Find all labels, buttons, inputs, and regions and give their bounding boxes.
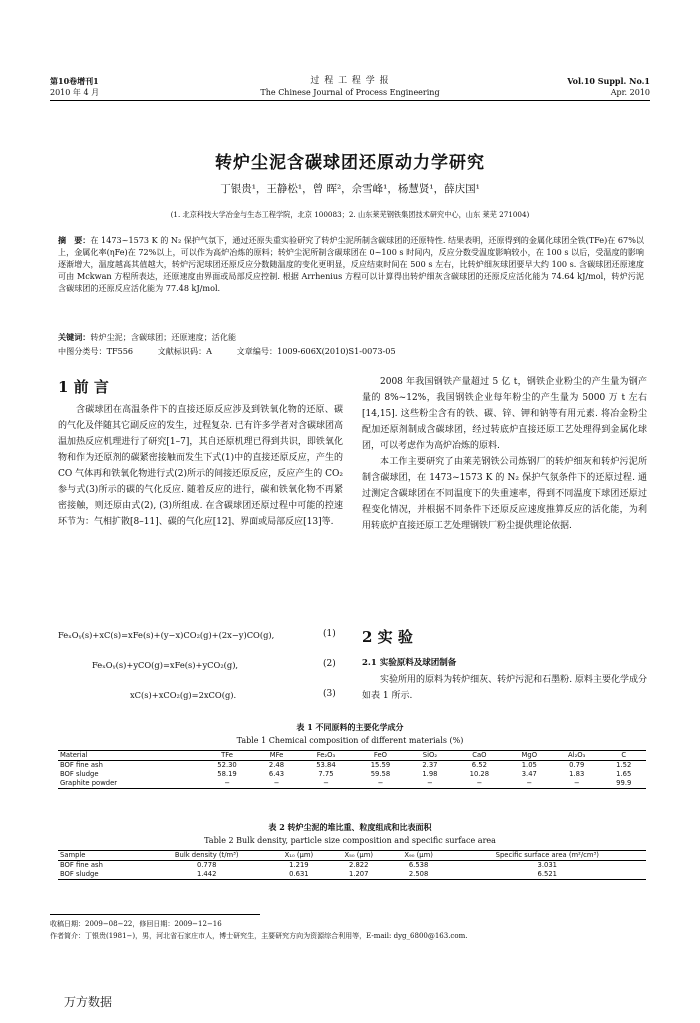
table1-cell: BOF fine ash — [60, 761, 103, 769]
watermark-text: 万方数据 — [64, 995, 113, 1009]
table2-cell: 1.442 — [144, 870, 269, 880]
equation-1: FeₓOᵧ(s)+xC(s)=xFe(s)+(y−x)CO₂(g)+(2x−y)CO(g), — [58, 630, 275, 640]
table2-header-4: X₉₀ (μm) — [389, 851, 449, 861]
abstract — [58, 234, 644, 294]
table-row — [58, 761, 646, 771]
table-row — [58, 870, 646, 880]
table2-cell: 1.219 — [289, 861, 309, 869]
table1-cell: 52.30 — [217, 761, 237, 769]
table2-caption-en: Table 2 Bulk density, particle size composition and specific surface area — [204, 836, 496, 845]
table2-cell: 1.207 — [329, 870, 389, 880]
equation-3: xC(s)+xCO₂(g)=2xCO(g). — [130, 690, 237, 700]
subsection-2-1-heading: 2.1 实验原料及球团制备 — [362, 658, 457, 668]
table1-cell: − — [507, 779, 552, 789]
table2-cell: BOF fine ash — [60, 861, 103, 869]
table2-cell: 6.538 — [408, 861, 429, 869]
table1-cell: − — [552, 779, 602, 789]
table2-cell: BOF sludge — [58, 870, 144, 880]
table1-cell: 15.59 — [370, 761, 391, 769]
right-column-body — [362, 374, 647, 534]
table1-caption-cn: 表 1 不同原料的主要化学成分 — [296, 722, 404, 732]
right-paragraph-1: 2008 年我国钢铁产量超过 5 亿 t，钢铁企业粉尘的产生量为钢产量的 8%~12%，我国钢铁企业每年粉尘的产生量为 5000 万 t 左右[14,15]. 这些粉尘含有的铁、碳、锌、钾和钠等有用元素. 将冶金粉尘配加还原剂制成含碳球团，经过转底炉直接还原工艺处理得到金属化球团，可以考虑作为高炉冶炼的原料. — [362, 377, 647, 451]
right-paragraph-2: 本工作主要研究了由莱芜钢铁公司炼钢厂的转炉细灰和转炉污泥所制含碳球团，在 1473~1573 K 的 N₂ 保护气氛条件下的还原过程. 通过测定含碳球团在不同温度下的失重速率，得到不同温度下球团还原过程变化情况，并根据不同条件下还原反应速度推算反应的活化能，为利用转底炉直接还原工艺处理钢铁厂粉尘提供理论依据. — [362, 457, 647, 531]
table1 — [58, 750, 646, 789]
table1-cell: BOF sludge — [60, 770, 99, 778]
table2-cell: 3.031 — [537, 861, 557, 869]
table1-header-9: C — [602, 751, 647, 761]
table1-cell: 1.83 — [569, 770, 585, 778]
table1-caption-en: Table 1 Chemical composition of different materials (%) — [236, 736, 464, 745]
header-volume: 第10卷增刊1 — [50, 76, 99, 86]
table2-cell: 2.508 — [389, 870, 449, 880]
table1-header-3: Fe₂O₃ — [299, 751, 353, 761]
table2-cell: 6.521 — [449, 870, 646, 880]
document-code: 文献标识码：A — [157, 346, 213, 356]
table1-cell: 53.84 — [316, 761, 336, 769]
header-journal-cn: 过 程 工 程 学 报 — [310, 76, 390, 86]
table1-cell: 6.43 — [268, 770, 285, 778]
table1-cell: − — [408, 779, 452, 789]
table1-cell: Graphite powder — [58, 779, 200, 789]
paper-title: 转炉尘泥含碳球团还原动力学研究 — [215, 153, 485, 173]
table1-cell: − — [200, 779, 254, 789]
table2-header-5: Specific surface area (m²/cm³) — [449, 851, 646, 861]
table1-cell: 99.9 — [602, 779, 647, 789]
table-row — [58, 770, 646, 779]
header-volume-en: Vol.10 Suppl. No.1 — [567, 76, 650, 86]
table2 — [58, 850, 646, 880]
table1-header-8: Al₂O₃ — [552, 751, 602, 761]
footnote-rule — [50, 914, 260, 915]
author-bio: 作者简介：丁银贵(1981−)，男，河北省石家庄市人，博士研究生，主要研究方向为资源综合利用等，E-mail: dyg_6800@163.com. — [50, 932, 468, 940]
table1-cell: 2.37 — [422, 761, 438, 769]
section1-heading: 1 前 言 — [58, 378, 109, 396]
subsection-2-1-body — [362, 672, 647, 704]
table1-cell: 10.28 — [469, 770, 490, 778]
clc-number: 中图分类号：TF556 — [58, 346, 134, 356]
table1-header-2: MFe — [254, 751, 298, 761]
header-date-en: Apr. 2010 — [610, 88, 650, 97]
table1-cell: 1.52 — [616, 761, 632, 769]
table1-cell: 1.05 — [521, 761, 537, 769]
received-dates: 收稿日期：2009−08−22，修回日期：2009−12−16 — [50, 920, 222, 928]
table1-cell: 58.19 — [217, 770, 237, 778]
table1-cell: − — [299, 779, 353, 789]
keywords-label: 关键词： — [58, 332, 91, 342]
table1-cell: 6.52 — [471, 761, 487, 769]
section1-paragraph: 含碳球团在高温条件下的直接还原反应涉及到铁氧化物的还原、碳的气化及伴随其它副反应的发生，过程复杂. 已有许多学者对含碳球团高温加热反应机理进行了研究[1–7]，其自还原机理已得到共识，即铁氧化物和作为还原剂的碳紧密接触而发生下式(1)中的直接还原反应，产生的 CO 气体再和铁氧化物进行式(2)所示的间接还原反应，反应产生的 CO₂ 参与式(3)所示的碳的气化反应. 随着反应的进行，碳和铁氧化物不再紧密接触，则还原由式(2), (3)所组成. 在含碳球团还原过程中可能的控速环节为：气相扩散[8–11]、碳的气化应[12]、界面或局部反应[13]等. — [58, 405, 343, 527]
table2-header-3: X₅₀ (μm) — [329, 851, 389, 861]
keywords-text: 转炉尘泥；含碳球团；还原速度；活化能 — [90, 332, 237, 342]
table2-header-1: Bulk density (t/m³) — [144, 851, 269, 861]
section2-heading: 2 实 验 — [362, 628, 413, 646]
table1-header-7: MgO — [507, 751, 552, 761]
abstract-text: 在 1473~1573 K 的 N₂ 保护气氛下，通过还原失重实验研究了转炉尘泥所制含碳球团的还原特性. 结果表明，还原得到的金属化球团全铁(TFe)在 67%以上，金属化率(ηFe)在 72%以上，可以作为高炉冶炼的原料；转炉尘泥所制含碳球团在 0~100 s 时间内，反应分数受温度影响较小，在 100 s 以后，受温度的影响逐渐增大，温度越高其值越大，转炉污泥球团还原反应分数随温度的变化更明显，反应结束时间在 500 s 左右，比转炉细灰球团要早大约 100 s. 含碳球团还原速度可由 Mckwan 方程所表达，还原速度由界面或局部反应控制. 根据 Arrhenius 方程可以计算得出转炉细灰含碳球团的还原反应活化能为 74.64 kJ/mol，转炉污泥含碳球团的还原反应活化能为 77.48 kJ/mol. — [58, 235, 644, 293]
table2-header-2: X₁₀ (μm) — [269, 851, 329, 861]
table2-cell: 0.778 — [196, 861, 217, 869]
equation-2-number: (2) — [323, 659, 336, 669]
table1-cell: 59.58 — [370, 770, 391, 778]
table1-cell: 2.48 — [268, 761, 285, 769]
table1-cell: − — [254, 779, 298, 789]
section1-body — [58, 402, 343, 530]
article-number: 文章编号：1009-606X(2010)S1-0073-05 — [236, 346, 396, 356]
table1-header-0: Material — [58, 751, 200, 761]
author-list: 丁银贵¹，王静松¹，曾 晖²，佘雪峰¹，杨慧贤¹，薛庆国¹ — [220, 183, 480, 195]
classification-line — [58, 346, 418, 357]
table1-header-6: CaO — [452, 751, 506, 761]
header-date: 2010 年 4 月 — [50, 88, 100, 97]
table-row — [58, 861, 646, 871]
affiliation: (1. 北京科技大学冶金与生态工程学院，北京 100083；2. 山东莱芜钢铁集团技术研究中心，山东 莱芜 271004) — [170, 210, 530, 219]
table1-cell: − — [353, 779, 407, 789]
table2-cell: 0.631 — [269, 870, 329, 880]
table1-header-4: FeO — [353, 751, 407, 761]
table2-header-0: Sample — [58, 851, 144, 861]
table1-header-1: TFe — [200, 751, 254, 761]
table1-cell: 1.65 — [616, 770, 632, 778]
table1-cell: 7.75 — [318, 770, 334, 778]
table2-caption-cn: 表 2 转炉尘泥的堆比重、粒度组成和比表面积 — [268, 822, 432, 832]
table2-cell: 2.822 — [349, 861, 369, 869]
table1-cell: − — [452, 779, 506, 789]
header-journal-en: The Chinese Journal of Process Engineering — [260, 88, 440, 97]
equation-3-number: (3) — [323, 689, 336, 699]
keywords — [58, 332, 236, 343]
header-rule — [50, 100, 650, 101]
table1-cell: 3.47 — [521, 770, 537, 778]
subsection-2-1-text: 实验所用的原料为转炉细灰、转炉污泥和石墨粉. 原料主要化学成分如表 1 所示. — [362, 675, 647, 701]
equation-2: FeₓOᵧ(s)+yCO(g)=xFe(s)+yCO₂(g), — [92, 660, 239, 670]
table1-cell: 1.98 — [422, 770, 438, 778]
equation-1-number: (1) — [323, 629, 336, 639]
table1-header-5: SiO₂ — [408, 751, 452, 761]
table-row — [58, 779, 646, 789]
table1-cell: 0.79 — [569, 761, 585, 769]
abstract-label: 摘 要： — [58, 235, 91, 245]
